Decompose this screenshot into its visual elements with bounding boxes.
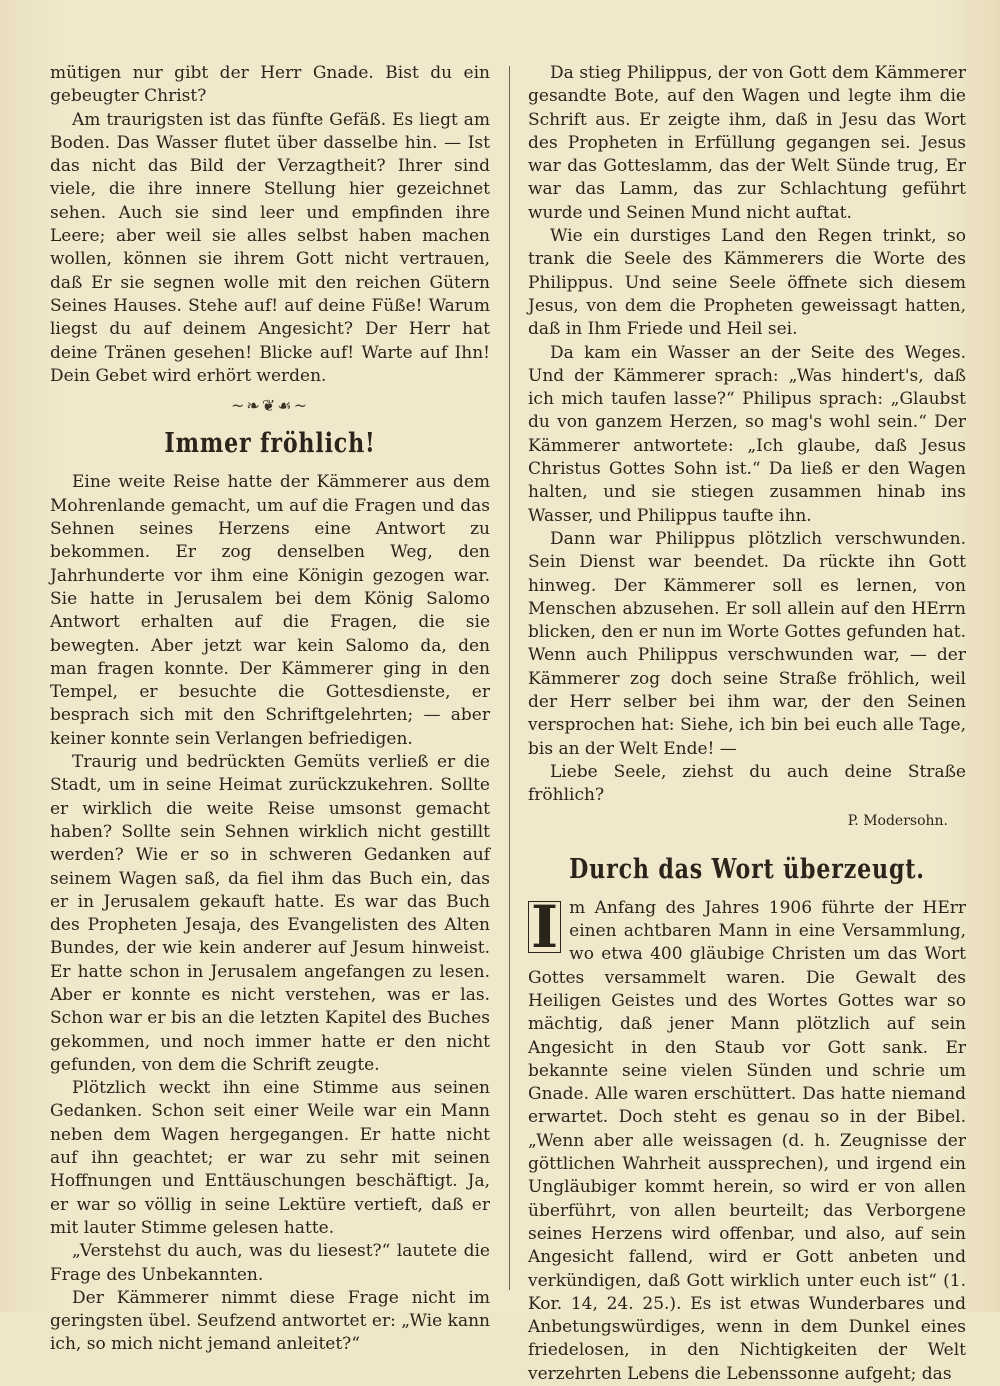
right-column [528, 62, 966, 1386]
paragraph: Da kam ein Wasser an der Seite des Weges. Und der Kämmerer sprach: „Was hindert's, daß ich mich taufen lasse?“ Philipus sprach: „Glaubst du von ganzem Herzen, so mag's wohl sein.“ Der Kämmerer antwortete: „Ich glaube, daß Jesus Christus Gottes Sohn ist.“ Da ließ er den Wagen halten, und sie stiegen zusammen hinab ins Wasser, und Philippus taufte ihn. [528, 342, 966, 526]
paragraph: Wie ein durstiges Land den Regen trinkt, so trank die Seele des Kämmerers die Worte des Philippus. Und seine Seele öffnete sich diesem Jesus, von dem die Propheten geweissagt hatten, daß in Ihm Friede und Heil sei. [528, 226, 966, 340]
article-title-immer-froehlich: Immer fröhlich! [164, 428, 376, 460]
paragraph: Liebe Seele, ziehst du auch deine Straße fröhlich? [528, 761, 966, 806]
signature-initial: P. [847, 812, 859, 829]
paragraph-text: m Anfang des Jahres 1906 führte der HErr einen achtbaren Mann in eine Versammlung, wo etwa 400 gläubige Christen um das Wort Gottes versammelt waren. Die Gewalt des Heiligen Geistes und des Wortes Gottes war so mächtig, daß jener Mann plötzlich auf sein Angesicht in den Staub vor Gott sank. Er bekannte seine vielen Sünden und schrie um Gnade. Alle waren erschüttert. Das hatte niemand erwartet. Doch steht es genau so in der Bibel. „Wenn aber alle weissagen (d. h. Zeugnisse der göttlichen Wahrheit aussprechen), und irgend ein Ungläubiger kommt herein, so wird er von allen überführt, von allen beurteilt; das Verborgene seines Herzens wird offenbar, und also, auf sein Angesicht fallend, wird er Gott anbeten und verkündigen, daß Gott wirklich unter euch ist“ (1. Kor. 14, 24. 25.). Es ist etwas Wunderbares und Anbetungswürdiges, wenn in dem Dunkel eines friedelosen, in den Nichtigkeiten der Welt verzehrten Lebens die Lebenssonne aufgeht; das [528, 897, 966, 1384]
paragraph: Eine weite Reise hatte der Kämmerer aus dem Mohrenlande gemacht, um auf die Fragen und das Sehnen seines Herzens eine Antwort zu bekommen. Er zog denselben Weg, den Jahrhunderte vor ihm eine Königin gezogen war. Sie hatte in Jerusalem bei dem König Salomo Antwort erhalten auf die Fragen, die sie bewegten. Aber jetzt war kein Salomo da, den man fragen konnte. Der Kämmerer ging in den Tempel, er besuchte die Gottesdienste, er besprach sich mit den Schriftgelehrten; — aber keiner konnte sein Verlangen befriedigen. [50, 472, 490, 749]
paragraph-with-dropcap [528, 892, 966, 1386]
paragraph: mütigen nur gibt der Herr Gnade. Bist du ein gebeugter Christ? [50, 63, 490, 107]
column-divider [509, 66, 510, 1290]
paragraph: Am traurigsten ist das fünfte Gefäß. Es liegt am Boden. Das Wasser flutet über dasselbe hin. — Ist das nicht das Bild der Verzagtheit? Ihrer sind viele, die ihre innere Stellung hier gezeichnet sehen. Auch sie sind leer und empfinden ihre Leere; aber weil sie alles selbst haben machen wollen, können sie ihrem Gott nicht vertrauen, daß Er sie segnen wolle mit den reichen Gütern Seines Hauses. Stehe auf! auf deine Füße! Warum liegst du auf deinem Angesicht? Der Herr hat deine Tränen gesehen! Blicke auf! Warte auf Ihn! Dein Gebet wird erhört werden. [50, 109, 490, 386]
paragraph: „Verstehst du auch, was du liesest?“ lautete die Frage des Unbekannten. [50, 1241, 490, 1285]
paragraph: Da stieg Philippus, der von Gott dem Kämmerer gesandte Bote, auf den Wagen und legte ihm die Schrift aus. Er zeigte ihm, daß in Jesu das Wort des Propheten in Erfüllung gegangen sei. Jesus war das Gotteslamm, das der Welt Sünde trug, Er war das Lamm, das zur Schlachtung geführt wurde und Seinen Mund nicht auftat. [528, 63, 966, 223]
paragraph: Der Kämmerer nimmt diese Frage nicht im geringsten übel. Seufzend antwortet er: „Wie kann ich, so mich nicht jemand anleitet?“ [50, 1287, 490, 1355]
paragraph: Traurig und bedrückten Gemüts verließ er die Stadt, um in seine Heimat zurückzukehren. Sollte er wirklich die weite Reise umsonst gemacht haben? Sollte sein Sehnen wirklich nicht gestillt werden? Wie er so in schweren Gedanken auf seinem Wagen saß, da fiel ihm das Buch ein, das er in Jerusalem gekauft hatte. Es war das Buch des Propheten Jesaja, des Evangelisten des Alten Bundes, der wie kein anderer auf Jesum hinweist. Er hatte schon in Jerusalem angefangen zu lesen. Aber er konnte es nicht verstehen, was er las. Schon war er bis an die letzten Kapitel des Buches gekommen, und noch immer hatte er den nicht gefunden, von dem die Schrift zeugte. [50, 752, 490, 1075]
left-column [50, 62, 490, 1357]
paragraph: Plötzlich weckt ihn eine Stimme aus seinen Gedanken. Schon seit einer Weile war ein Mann neben dem Wagen hergegangen. Er hatte nicht auf ihn geachtet; er war zu sehr mit seinen Hoffnungen und Enttäuschungen beschäftigt. Ja, er war so völlig in seine Lektüre vertieft, daß er mit lauter Stimme gelesen hatte. [50, 1078, 490, 1238]
drop-cap-letter: I [528, 901, 561, 953]
paragraph: Dann war Philippus plötzlich verschwunden. Sein Dienst war beendet. Da rückte ihn Gott hinweg. Der Kämmerer soll es lernen, von Menschen abzusehen. Er soll allein auf den HErrn blicken, den er nun im Worte Gottes gefunden hat. Wenn auch Philippus verschwunden war, — der Kämmerer zog doch seine Straße fröhlich, weil der Herr selber bei ihm war, der den Seinen versprochen hat: Siehe, ich bin bei euch alle Tage, bis an der Welt Ende! — [528, 528, 966, 759]
author-signature [528, 810, 948, 833]
signature-name: Modersohn. [863, 812, 948, 829]
article-title-durch-das-wort: Durch das Wort überzeugt. [569, 853, 925, 885]
ornament-divider: ~❧❦☙~ [231, 396, 309, 416]
